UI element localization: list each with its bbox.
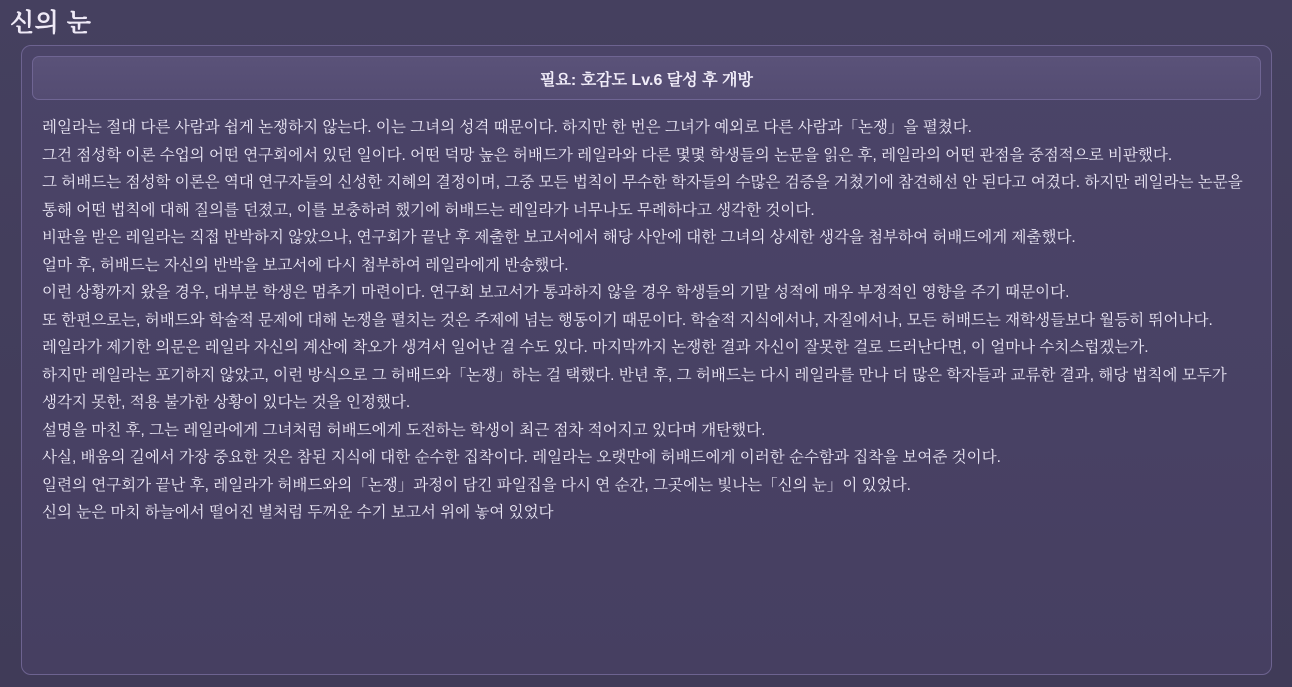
story-paragraph: 사실, 배움의 길에서 가장 중요한 것은 참된 지식에 대한 순수한 집착이다. 레일라는 오랫만에 허배드에게 이러한 순수함과 집착을 보여준 것이다. [42,449,1001,466]
story-paragraph: 이런 상황까지 왔을 경우, 대부분 학생은 멈추기 마련이다. 연구회 보고서가 통과하지 않을 경우 학생들의 기말 성적에 매우 부정적인 영향을 주기 때문이다. [42,284,1070,301]
story-paragraph: 신의 눈은 마치 하늘에서 떨어진 별처럼 두꺼운 수기 보고서 위에 놓여 있었다 [42,504,554,521]
story-paragraph: 레일라는 절대 다른 사람과 쉽게 논쟁하지 않는다. 이는 그녀의 성격 때문이다. 하지만 한 번은 그녀가 예외로 다른 사람과「논쟁」을 펼쳤다. [42,119,972,136]
story-paragraph: 레일라가 제기한 의문은 레일라 자신의 계산에 착오가 생겨서 일어난 걸 수도 있다. 마지막까지 논쟁한 결과 자신이 잘못한 걸로 드러난다면, 이 얼마나 수치스럽겠는가. [42,339,1149,356]
story-paragraph: 하지만 레일라는 포기하지 않았고, 이런 방식으로 그 허배드와「논쟁」하는 걸 택했다. 반년 후, 그 허배드는 다시 레일라를 만나 더 많은 학자들과 교류한 결과, 해당 법칙에 모두가 생각지 못한, 적용 불가한 상황이 있다는 것을 인정했다. [42,366,1227,411]
story-paragraph: 그건 점성학 이론 수업의 어떤 연구회에서 있던 일이다. 어떤 덕망 높은 허배드가 레일라와 다른 몇몇 학생들의 논문을 읽은 후, 레일라의 어떤 관점을 중점적으로 비판했다. [42,146,1173,164]
story-paragraph: 일련의 연구회가 끝난 후, 레일라가 허배드와의「논쟁」과정이 담긴 파일집을 다시 연 순간, 그곳에는 빛나는「신의 눈」이 있었다. [42,476,911,494]
page-title: 신의 눈 [10,9,92,37]
story-paragraph: 그 허배드는 점성학 이론은 역대 연구자들의 신성한 지혜의 결정이며, 그중 모든 법칙이 무수한 학자들의 수많은 검증을 거쳤기에 참견해선 안 된다고 여겼다. 하지만 레일라는 논문을 통해 어떤 법칙에 대해 질의를 던졌고, 이를 보충하려 했기에 허배드는 레일라가 너무나도 무례하다고 생각한 것이다. [42,174,1243,219]
story-paragraph: 또 한편으로는, 허배드와 학술적 문제에 대해 논쟁을 펼치는 것은 주제에 넘는 행동이기 때문이다. 학술적 지식에서나, 자질에서나, 모든 허배드는 재학생들보다 월등히 뛰어나다. [42,311,1213,329]
story-body [32,114,1261,527]
story-paragraph: 설명을 마친 후, 그는 레일라에게 그녀처럼 허배드에게 도전하는 학생이 최근 점차 적어지고 있다며 개탄했다. [42,421,766,439]
requirement-banner: 필요: 호감도 Lv.6 달성 후 개방 [32,56,1261,100]
story-paragraph: 얼마 후, 허배드는 자신의 반박을 보고서에 다시 첨부하여 레일라에게 반송했다. [42,256,569,274]
story-paragraph: 비판을 받은 레일라는 직접 반박하지 않았으나, 연구회가 끝난 후 제출한 보고서에서 해당 사안에 대한 그녀의 상세한 생각을 첨부하여 허배드에게 제출했다. [42,229,1076,246]
story-panel [21,45,1272,675]
